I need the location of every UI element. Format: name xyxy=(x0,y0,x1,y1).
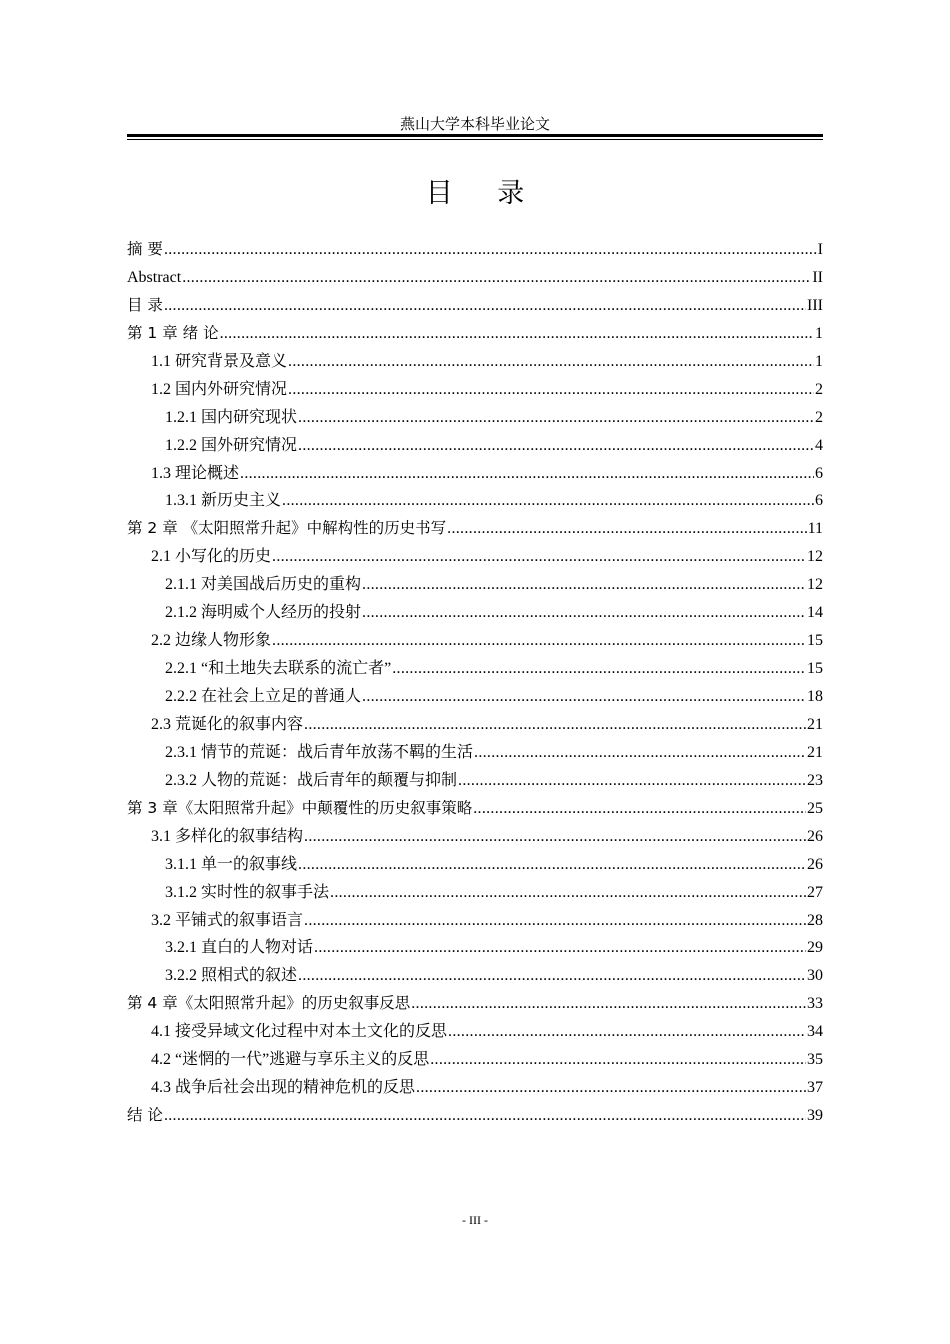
toc-entry-page: 18 xyxy=(807,688,823,705)
toc-entry[interactable] xyxy=(127,460,823,488)
toc-entry[interactable] xyxy=(127,487,823,515)
dot-leader xyxy=(362,599,806,627)
toc-entry-title: 4.1 接受异域文化过程中对本土文化的反思 xyxy=(151,1023,448,1041)
dot-leader xyxy=(272,627,806,655)
table-of-contents xyxy=(127,236,823,1130)
dot-leader xyxy=(164,1102,806,1130)
toc-entry[interactable] xyxy=(127,683,823,711)
toc-entry[interactable] xyxy=(127,1018,823,1046)
toc-entry-title: 2.1.2 海明威个人经历的投射 xyxy=(165,604,362,622)
toc-entry-page: 39 xyxy=(807,1107,823,1125)
toc-entry[interactable] xyxy=(127,264,823,292)
toc-entry-title: 2.3.2 人物的荒诞：战后青年的颠覆与抑制 xyxy=(165,771,458,789)
toc-entry-title: 2.1.1 对美国战后历史的重构 xyxy=(165,576,362,594)
toc-entry-title: 1.3 理论概述 xyxy=(151,464,240,482)
toc-entry[interactable] xyxy=(127,1102,823,1130)
dot-leader xyxy=(298,962,806,990)
running-header-title: 燕山大学本科毕业论文 xyxy=(399,117,550,133)
toc-entry-title: 2.2.1 “和土地失去联系的流亡者” xyxy=(165,660,392,678)
toc-entry-title: 目 录 xyxy=(127,295,163,314)
toc-entry[interactable] xyxy=(127,711,823,739)
dot-leader xyxy=(458,767,806,795)
toc-entry-page: 6 xyxy=(815,464,823,482)
toc-entry-title: 1.2 国内外研究情况 xyxy=(151,380,288,398)
toc-entry-page: II xyxy=(812,268,823,286)
toc-entry-title: 4.2 “迷惘的一代”逃避与享乐主义的反思 xyxy=(151,1051,430,1069)
toc-entry-page: 29 xyxy=(807,939,823,957)
toc-entry-page: 1 xyxy=(815,352,823,370)
dot-leader xyxy=(272,543,806,571)
toc-entry-title: 结 论 xyxy=(127,1106,163,1125)
dot-leader xyxy=(220,320,814,348)
toc-entry[interactable] xyxy=(127,348,823,376)
dot-leader xyxy=(240,460,814,488)
toc-entry[interactable] xyxy=(127,515,823,543)
toc-entry-page: 4 xyxy=(815,436,823,454)
toc-entry[interactable] xyxy=(127,823,823,851)
dot-leader xyxy=(288,348,814,376)
toc-entry-title: 2.3 荒诞化的叙事内容 xyxy=(151,715,304,733)
toc-entry[interactable] xyxy=(127,376,823,404)
toc-entry-title: 1.3.1 新历史主义 xyxy=(165,492,282,510)
toc-entry-title: Abstract xyxy=(127,268,182,286)
toc-heading: 目 录 xyxy=(425,178,543,209)
toc-entry-title: 3.2.2 照相式的叙述 xyxy=(165,967,298,985)
dot-leader xyxy=(304,823,806,851)
dot-leader xyxy=(282,487,814,515)
dot-leader xyxy=(473,795,806,823)
toc-entry-page: 26 xyxy=(807,855,823,873)
dot-leader xyxy=(392,655,806,683)
toc-entry[interactable] xyxy=(127,739,823,767)
toc-entry[interactable] xyxy=(127,767,823,795)
toc-entry-page: 2 xyxy=(815,380,823,398)
toc-entry-title: 3.1 多样化的叙事结构 xyxy=(151,827,304,845)
toc-entry-page: 12 xyxy=(807,576,823,594)
toc-entry-page: 28 xyxy=(807,911,823,929)
dot-leader xyxy=(330,879,806,907)
toc-entry-title: 摘 要 xyxy=(127,240,163,258)
toc-entry-page: 26 xyxy=(807,827,823,845)
toc-entry[interactable] xyxy=(127,795,823,823)
dot-leader xyxy=(362,683,806,711)
toc-entry[interactable] xyxy=(127,962,823,990)
toc-entry-title: 2.2 边缘人物形象 xyxy=(151,632,272,650)
page-number: - III - xyxy=(462,1213,488,1227)
toc-entry[interactable] xyxy=(127,320,823,348)
toc-entry[interactable] xyxy=(127,404,823,432)
toc-entry-page: III xyxy=(807,296,823,314)
dot-leader xyxy=(447,515,806,543)
toc-entry-title: 3.2.1 直白的人物对话 xyxy=(165,939,314,957)
dot-leader xyxy=(411,990,806,1018)
toc-entry-page: 15 xyxy=(807,632,823,650)
toc-entry[interactable] xyxy=(127,990,823,1018)
toc-entry-page: 2 xyxy=(815,408,823,426)
toc-entry-title: 第 4 章《太阳照常升起》的历史叙事反思 xyxy=(127,994,411,1013)
toc-entry-title: 2.3.1 情节的荒诞：战后青年放荡不羁的生活 xyxy=(165,743,474,761)
toc-entry-title: 第 1 章 绪 论 xyxy=(127,323,219,342)
toc-entry-page: 14 xyxy=(807,604,823,622)
toc-entry[interactable] xyxy=(127,1074,823,1102)
toc-entry[interactable] xyxy=(127,236,823,264)
toc-entry[interactable] xyxy=(127,292,823,320)
toc-entry-title: 3.1.2 实时性的叙事手法 xyxy=(165,883,330,901)
toc-entry-page: 27 xyxy=(807,883,823,901)
toc-entry-title: 3.1.1 单一的叙事线 xyxy=(165,855,298,873)
toc-entry[interactable] xyxy=(127,543,823,571)
toc-entry-title: 2.1 小写化的历史 xyxy=(151,548,272,566)
toc-entry-title: 1.2.2 国外研究情况 xyxy=(165,436,298,454)
dot-leader xyxy=(298,851,806,879)
toc-entry[interactable] xyxy=(127,627,823,655)
dot-leader xyxy=(416,1074,806,1102)
toc-entry[interactable] xyxy=(127,907,823,935)
toc-entry[interactable] xyxy=(127,879,823,907)
toc-entry-page: 25 xyxy=(807,799,823,817)
toc-entry-page: 21 xyxy=(807,743,823,761)
header-rule-thin xyxy=(127,139,823,140)
dot-leader xyxy=(182,264,811,292)
dot-leader xyxy=(164,236,817,264)
toc-entry-page: 30 xyxy=(807,967,823,985)
dot-leader xyxy=(298,404,814,432)
toc-entry-title: 第 3 章《太阳照常升起》中颠覆性的历史叙事策略 xyxy=(127,798,473,817)
toc-entry-page: 15 xyxy=(807,660,823,678)
header-rule-thick xyxy=(127,134,823,137)
dot-leader xyxy=(304,711,806,739)
toc-entry-page: 35 xyxy=(807,1051,823,1069)
toc-entry[interactable] xyxy=(127,655,823,683)
toc-entry-title: 4.3 战争后社会出现的精神危机的反思 xyxy=(151,1079,416,1097)
toc-entry-page: I xyxy=(817,241,823,258)
toc-entry[interactable] xyxy=(127,934,823,962)
dot-leader xyxy=(314,934,806,962)
toc-entry-title: 1.2.1 国内研究现状 xyxy=(165,408,298,426)
toc-entry[interactable] xyxy=(127,851,823,879)
toc-entry-page: 21 xyxy=(807,715,823,733)
dot-leader xyxy=(164,292,806,320)
dot-leader xyxy=(448,1018,806,1046)
dot-leader xyxy=(288,376,814,404)
dot-leader xyxy=(362,571,806,599)
toc-entry-title: 2.2.2 在社会上立足的普通人 xyxy=(165,688,362,705)
toc-entry-page: 33 xyxy=(807,995,823,1013)
dot-leader xyxy=(298,432,814,460)
toc-entry-page: 37 xyxy=(807,1079,823,1097)
toc-entry[interactable] xyxy=(127,571,823,599)
toc-entry-title: 3.2 平铺式的叙事语言 xyxy=(151,911,304,929)
dot-leader xyxy=(474,739,806,767)
toc-entry[interactable] xyxy=(127,599,823,627)
toc-entry[interactable] xyxy=(127,1046,823,1074)
toc-entry-page: 1 xyxy=(815,324,823,342)
toc-entry-page: 11 xyxy=(807,520,823,538)
dot-leader xyxy=(304,907,806,935)
toc-entry[interactable] xyxy=(127,432,823,460)
toc-entry-title: 1.1 研究背景及意义 xyxy=(151,352,288,370)
toc-entry-page: 12 xyxy=(807,548,823,566)
dot-leader xyxy=(430,1046,806,1074)
toc-entry-page: 34 xyxy=(807,1023,823,1041)
toc-entry-page: 6 xyxy=(815,492,823,510)
toc-entry-page: 23 xyxy=(807,771,823,789)
toc-entry-title: 第 2 章 《太阳照常升起》中解构性的历史书写 xyxy=(127,519,447,538)
